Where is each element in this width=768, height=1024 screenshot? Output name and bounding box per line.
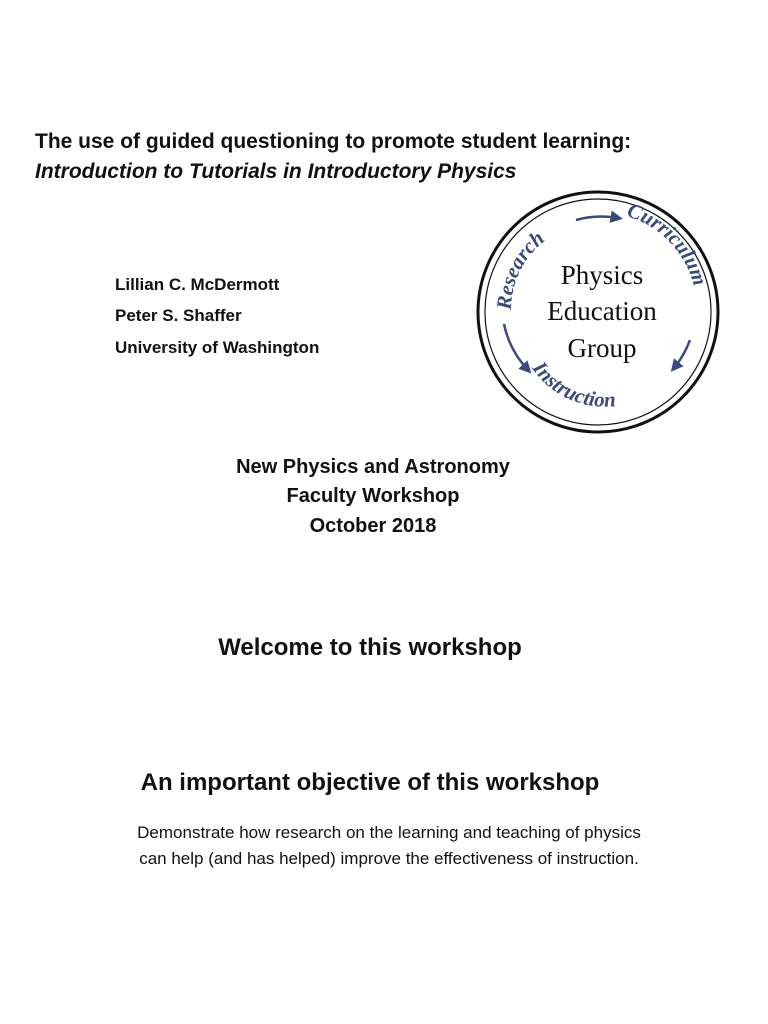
event-date: October 2018 [309, 515, 437, 537]
logo-ring-word-research: Research [491, 225, 549, 311]
logo-center-line-1: Physics [560, 260, 644, 290]
logo-ring-word-curriculum: Curriculum [624, 197, 713, 289]
objective-heading: An important objective of this workshop [140, 769, 600, 796]
author-name-1: Lillian C. McDermott [115, 275, 280, 294]
event-subtitle: Faculty Workshop [286, 485, 460, 507]
logo-ring-word-instruction: Instruction [527, 356, 617, 412]
title-line-2: Introduction to Tutorials in Introductory Physics [35, 160, 517, 183]
logo-center-line-3: Group [567, 333, 637, 363]
logo-center-line-2: Education [547, 296, 657, 326]
welcome-heading: Welcome to this workshop [218, 634, 522, 661]
objective-text-line-2: can help (and has helped) improve the effectiveness of instruction. [139, 849, 639, 868]
title-line-1: The use of guided questioning to promote student learning: [35, 130, 632, 153]
event-name: New Physics and Astronomy [236, 456, 510, 478]
author-affiliation: University of Washington [115, 338, 320, 357]
objective-text-line-1: Demonstrate how research on the learning and teaching of physics [137, 823, 641, 842]
author-name-2: Peter S. Shaffer [115, 306, 242, 325]
physics-education-group-logo [476, 190, 720, 434]
